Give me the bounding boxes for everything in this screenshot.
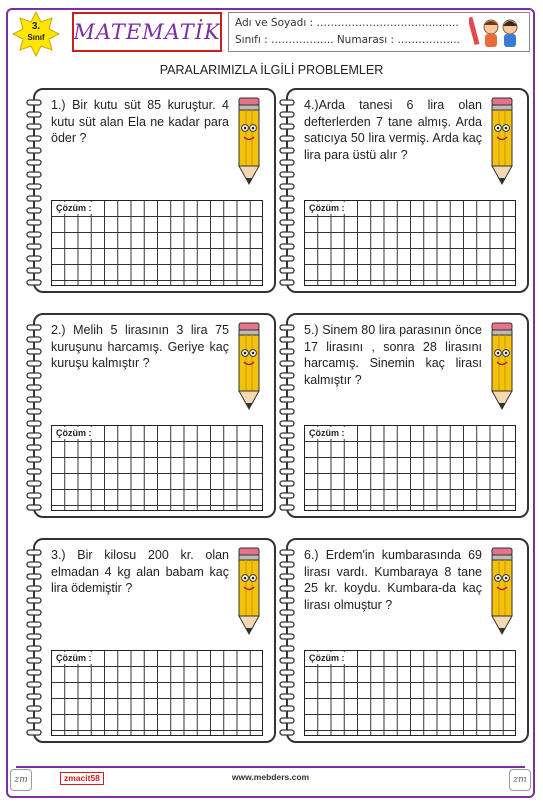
problem-text: 2.) Melih 5 lirasının 3 lira 75 kuruşunu harcamış. Geriye kaç kuruşu kalmıştır ? <box>51 323 229 370</box>
problem-card-3 <box>33 538 276 743</box>
sheet-title: PARALARIMIZLA İLGİLİ PROBLEMLER <box>159 63 384 77</box>
solution-grid[interactable] <box>51 200 263 286</box>
problem-text: 5.) Sinem 80 lira parasının önce 17 lirasını , sonra 28 lirasını harcamış. Sinemin kaç lirası kalmıştır ? <box>304 323 482 387</box>
spiral-binding-icon <box>279 321 295 513</box>
problem-card-5 <box>286 313 529 518</box>
solution-label: Çözüm : <box>306 652 348 664</box>
class-number-field[interactable]: Sınıfı : ……………... Numarası : ……………... <box>235 34 460 46</box>
spiral-binding-icon <box>26 321 42 513</box>
pencil-character-icon <box>234 96 264 188</box>
students-illustration-icon <box>469 15 525 49</box>
grade-badge <box>12 10 60 58</box>
solution-grid[interactable] <box>304 425 516 511</box>
pencil-character-icon <box>234 546 264 638</box>
footer-divider <box>16 766 525 768</box>
spiral-binding-icon <box>26 546 42 738</box>
solution-label: Çözüm : <box>53 202 95 214</box>
problem-card-2 <box>33 313 276 518</box>
subject-title: MATEMATİK <box>73 20 221 44</box>
problem-card-1 <box>33 88 276 293</box>
grade-label: Sınıf <box>27 33 45 42</box>
solution-label: Çözüm : <box>53 427 95 439</box>
worksheet-code: zmacit58 <box>60 772 104 785</box>
website-link[interactable]: www.mebders.com <box>231 772 310 782</box>
solution-label: Çözüm : <box>53 652 95 664</box>
logo-left-icon: zm <box>10 769 32 791</box>
pencil-character-icon <box>487 321 517 413</box>
pencil-character-icon <box>234 321 264 413</box>
problem-text: 6.) Erdem'in kumbarasında 69 lirası vardı. Kumbaraya 8 tane 25 kr. koydu. Kumbara-da kaç lirası olmuştur ? <box>304 548 482 612</box>
solution-label: Çözüm : <box>306 427 348 439</box>
subject-title-box <box>72 12 222 52</box>
pencil-character-icon <box>487 96 517 188</box>
solution-grid[interactable] <box>304 650 516 736</box>
problem-text: 1.) Bir kutu süt 85 kuruştur. 4 kutu süt alan Ela ne kadar para öder ? <box>51 98 229 145</box>
logo-right-icon: zm <box>509 769 531 791</box>
solution-grid[interactable] <box>51 650 263 736</box>
spiral-binding-icon <box>279 546 295 738</box>
spiral-binding-icon <box>279 96 295 288</box>
footer <box>8 766 533 794</box>
solution-grid[interactable] <box>304 200 516 286</box>
name-field[interactable]: Adı ve Soyadı : ……………………………........ <box>235 17 459 29</box>
spiral-binding-icon <box>26 96 42 288</box>
pencil-character-icon <box>487 546 517 638</box>
problem-text: 3.) Bir kilosu 200 kr. olan elmadan 4 kg alan babam kaç lira ödemiştir ? <box>51 548 229 595</box>
problem-text: 4.)Arda tanesi 6 lira olan defterlerden 7 tane almış. Arda satıcıya 50 lira vermiş. Arda kaç lira para üstü alır ? <box>304 98 482 162</box>
solution-label: Çözüm : <box>306 202 348 214</box>
student-info-box <box>228 12 530 52</box>
solution-grid[interactable] <box>51 425 263 511</box>
problem-card-4 <box>286 88 529 293</box>
grade-number: 3. <box>31 21 41 32</box>
problem-card-6 <box>286 538 529 743</box>
